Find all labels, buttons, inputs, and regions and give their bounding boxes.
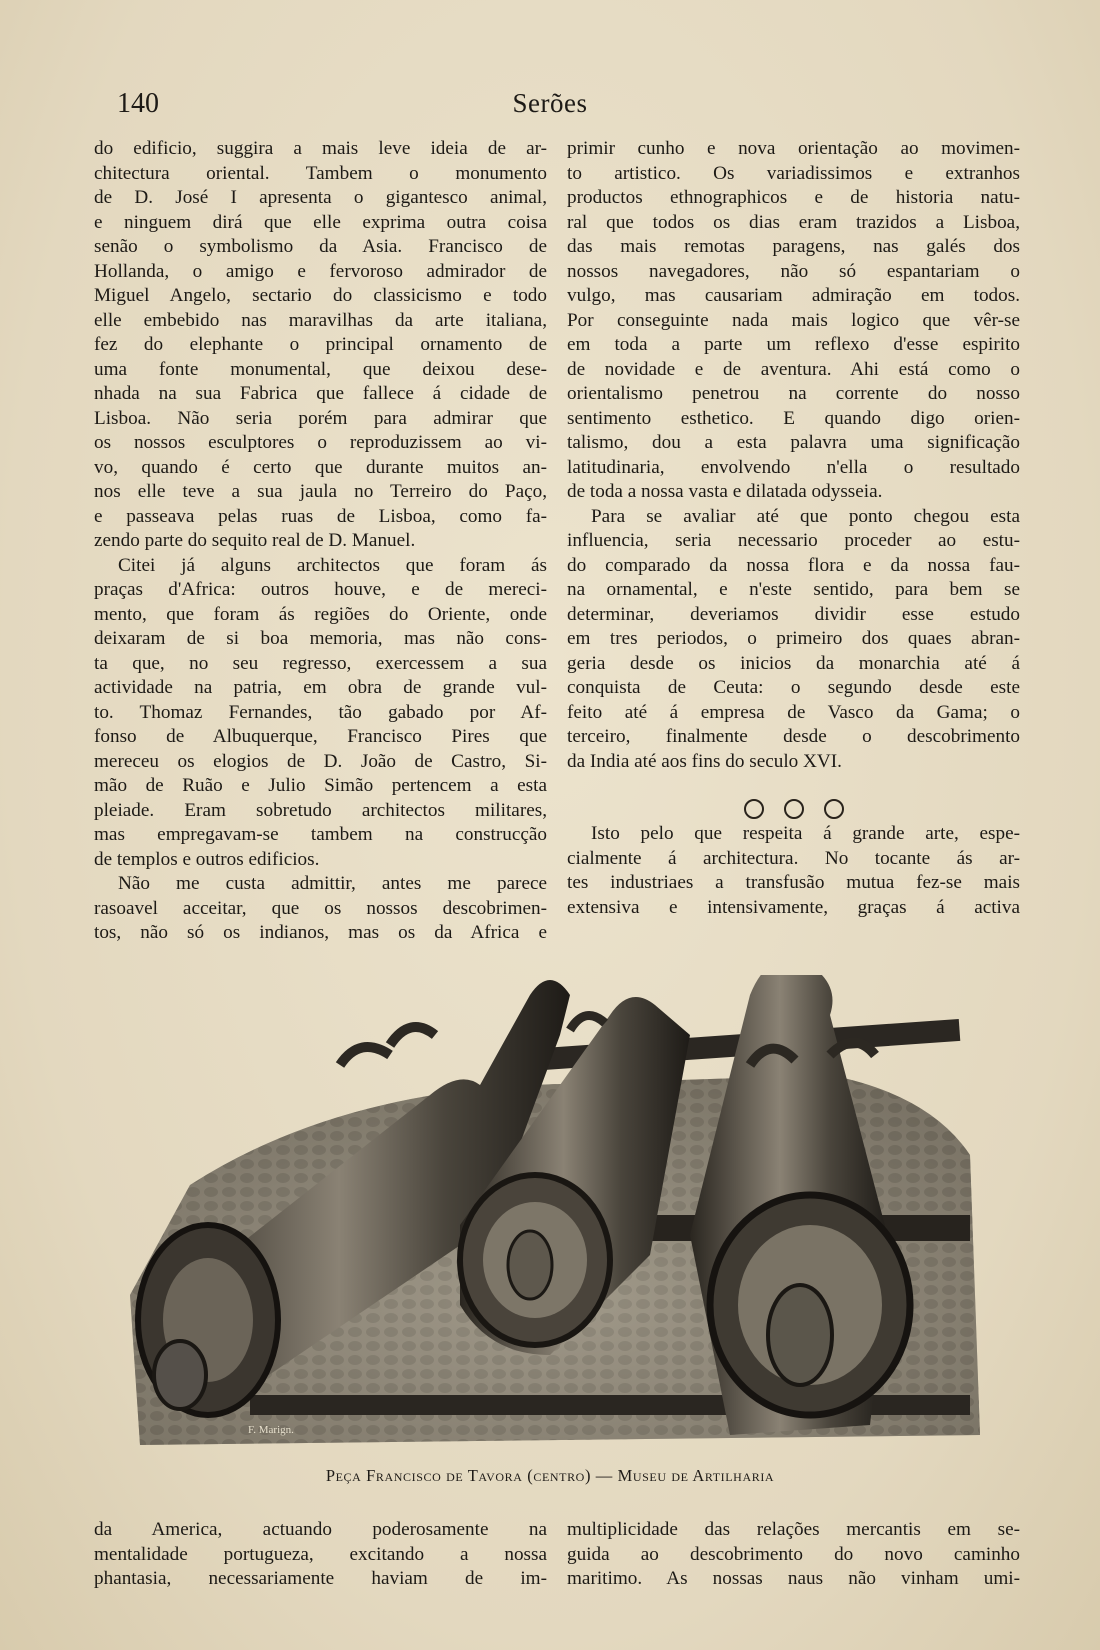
text-line: ta que, no seu regresso, exercessem a sua — [94, 652, 547, 674]
text-line: geria desde os inicios da monarchia até á — [567, 652, 1020, 674]
text-line: das mais remotas paragens, nas galés dos — [567, 236, 1020, 257]
section-ornament — [567, 798, 1020, 819]
text-line: deixaram de si boa memoria, mas não cons- — [94, 628, 547, 649]
bottom-left-column — [94, 1518, 547, 1592]
text-line: Lisboa. Não seria porém para admirar que — [94, 407, 547, 429]
text-line: em toda a parte um reflexo d'esse espirito — [567, 334, 1020, 355]
ornament-circle-icon — [784, 799, 804, 819]
text-line: guida ao descobrimento do novo caminho — [567, 1543, 1020, 1565]
text-line: Isto pelo que respeita á grande arte, espe- — [591, 823, 1020, 844]
text-line: to. Thomaz Fernandes, tão gabado por Af- — [94, 701, 547, 723]
text-line: multiplicidade das relações mercantis em se- — [567, 1519, 1020, 1540]
text-line: mentalidade portugueza, excitando a nossa — [94, 1543, 547, 1565]
text-line: cialmente á architectura. No tocante ás ar- — [567, 847, 1020, 869]
text-line: orientalismo penetrou na corrente do nosso — [567, 383, 1020, 404]
text-line: productos ethnographicos e de historia natu- — [567, 187, 1020, 208]
text-line: fonso de Albuquerque, Francisco Pires que — [94, 726, 547, 747]
text-line: chitectura oriental. Tambem o monumento — [94, 162, 547, 184]
text-line: fez do elephante o principal ornamento de — [94, 334, 547, 355]
text-line: do comparado da nossa flora e da nossa fau- — [567, 554, 1020, 576]
text-line: de templos e outros edificios. — [94, 848, 320, 870]
text-line: vulgo, mas causariam admiração em todos. — [567, 285, 1020, 306]
text-line: do edificio, suggira a mais leve ideia de ar- — [94, 138, 547, 159]
text-line: Por conseguinte nada mais logico que vêr-se — [567, 309, 1020, 331]
text-line: nos elle teve a sua jaula no Terreiro do Paço, — [94, 481, 547, 502]
text-line: mas empregavam-se tambem na construcção — [94, 824, 547, 845]
text-line: elle embebido nas maravilhas da arte italiana, — [94, 309, 547, 331]
text-line: zendo parte do sequito real de D. Manuel. — [94, 530, 416, 551]
figure-caption: Peça Francisco de Tavora (centro) — Museu de Artilharia — [325, 1466, 775, 1485]
text-line: de toda a nossa vasta e dilatada odysseia. — [567, 481, 883, 502]
text-line: mereceu os elogios de D. João de Castro, Si- — [94, 750, 547, 772]
text-line: rasoavel acceitar, que os nossos descobrimen- — [94, 897, 547, 919]
page-number: 140 — [117, 88, 159, 119]
text-line: actividade na patria, em obra de grande vul- — [94, 677, 547, 698]
running-title: Serões — [512, 88, 588, 118]
right-column — [567, 137, 1020, 774]
text-line: senão o symbolismo da Asia. Francisco de — [94, 236, 547, 257]
text-line: Para se avaliar até que ponto chegou esta — [591, 505, 1020, 527]
text-line: sentimento esthetico. E quando digo orien- — [567, 407, 1020, 429]
text-line: primir cunho e nova orientação ao movimen- — [567, 138, 1020, 159]
text-line: mão de Ruão e Julio Simão pertencem a esta — [94, 775, 547, 796]
text-line: terceiro, finalmente desde o descobrimento — [567, 726, 1020, 747]
text-line: mento, que foram ás regiões do Oriente, onde — [94, 603, 547, 625]
text-line: maritimo. As nossas naus não vinham umi- — [567, 1568, 1020, 1589]
text-line: de D. José I apresenta o gigantesco animal, — [94, 187, 547, 208]
text-line: os nossos esculptores o reproduzissem ao vi- — [94, 432, 547, 453]
text-line: Não me custa admittir, antes me parece — [118, 873, 547, 894]
text-line: conquista de Ceuta: o segundo desde este — [567, 677, 1020, 698]
text-line: phantasia, necessariamente haviam de im- — [94, 1568, 547, 1589]
text-line: Hollanda, o amigo e fervoroso admirador de — [94, 260, 547, 282]
ornament-circle-icon — [824, 799, 844, 819]
bottom-right-column — [567, 1518, 1020, 1592]
text-line: Miguel Angelo, sectario do classicismo e todo — [94, 285, 547, 306]
text-line: to artistico. Os variadissimos e extranhos — [567, 162, 1020, 184]
left-column — [94, 137, 547, 946]
text-line: e ninguem dirá que elle exprima outra coisa — [94, 211, 547, 233]
ornament-circle-icon — [744, 799, 764, 819]
text-line: praças d'Africa: outros houve, e de mereci- — [94, 579, 547, 600]
text-line: nhada na sua Fabrica que fallece á cidade de — [94, 383, 547, 404]
text-line: extensiva e intensivamente, graças á activa — [567, 896, 1020, 918]
text-line: nossos navegadores, não só espantariam o — [567, 260, 1020, 282]
text-line: feito até á empresa de Vasco da Gama; o — [567, 701, 1020, 723]
text-line: da India até aos fins do seculo XVI. — [567, 750, 842, 772]
text-line: vo, quando é certo que durante muitos an- — [94, 456, 547, 478]
text-line: talismo, dou a esta palavra uma significação — [567, 432, 1020, 453]
text-line: pleiade. Eram sobretudo architectos militares, — [94, 799, 547, 821]
right-column-continued — [567, 822, 1020, 920]
engraver-signature: F. Marign. — [248, 1424, 294, 1436]
text-line: uma fonte monumental, que deixou dese- — [94, 358, 547, 380]
cannons-photograph — [130, 975, 985, 1445]
text-line: latitudinaria, envolvendo n'ella o resultado — [567, 456, 1020, 478]
text-line: ral que todos os dias eram trazidos a Lisboa, — [567, 211, 1020, 233]
text-line: na ornamental, e n'este sentido, para bem se — [567, 579, 1020, 600]
text-line: e passeava pelas ruas de Lisboa, como fa- — [94, 505, 547, 527]
text-line: tes industriaes a transfusão mutua fez-se mais — [567, 872, 1020, 893]
text-line: de novidade e de aventura. Ahi está como o — [567, 358, 1020, 380]
text-line: Citei já alguns architectos que foram ás — [118, 554, 547, 576]
text-line: em tres periodos, o primeiro dos quaes abran- — [567, 628, 1020, 649]
text-line: influencia, seria necessario proceder ao estu- — [567, 530, 1020, 551]
page-header — [0, 88, 1100, 128]
text-line: determinar, deveriamos dividir esse estudo — [567, 603, 1020, 625]
text-line: da America, actuando poderosamente na — [94, 1519, 547, 1540]
text-line: tos, não só os indianos, mas os da Africa e — [94, 922, 547, 943]
